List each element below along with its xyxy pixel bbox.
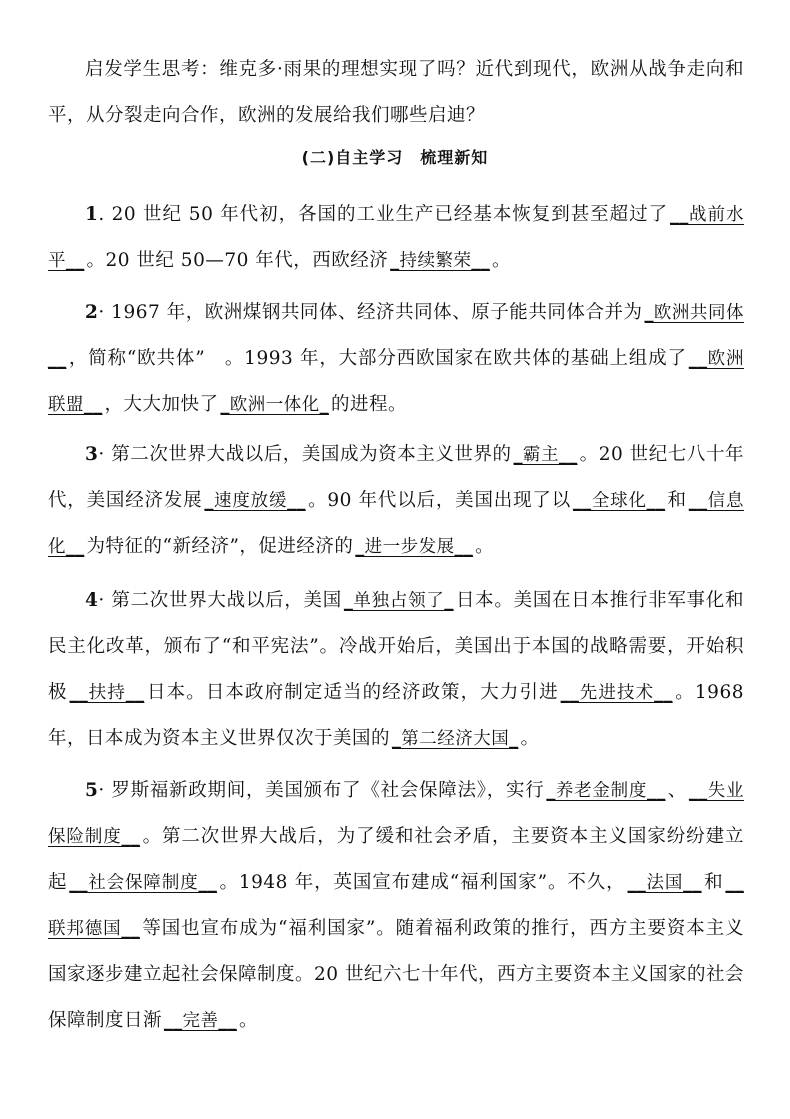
- item-number: 2: [85, 302, 99, 323]
- item-text: · 第二次世界大战以后，美国: [98, 590, 342, 611]
- item-2-paragraph: [48, 290, 744, 428]
- item-text: 。: [475, 536, 495, 557]
- section-heading: (二)自主学习 梳理新知: [301, 148, 489, 167]
- item-4-paragraph: [48, 578, 744, 762]
- item-text: · 罗斯福新政期间，美国颁布了《社会保障法》，实行: [98, 780, 545, 801]
- item-text: 。: [239, 1010, 259, 1031]
- intro-paragraph: [48, 47, 744, 139]
- item-1-paragraph: [48, 192, 744, 284]
- intro-text: 启发学生思考：维克多·雨果的理想实现了吗？近代到现代，欧洲从战争走向和平，从分裂走向合作，欧洲的发展给我们哪些启迪？: [48, 59, 744, 126]
- answer-blank: __社会保障制度__: [69, 873, 218, 893]
- answer-blank: _单独占领了_: [343, 591, 454, 611]
- item-text: 。: [492, 250, 512, 271]
- item-5-paragraph: [48, 768, 744, 1044]
- item-text: 、: [667, 780, 688, 801]
- item-text: . 20 世纪 50 年代初，各国的工业生产已经基本恢复到甚至超过了: [98, 204, 669, 225]
- item-text: ，大大加快了: [104, 394, 219, 415]
- answer-blank: __完善__: [164, 1011, 238, 1031]
- item-text: 为特征的“新经济”，促进经济的: [86, 536, 354, 557]
- item-text: 。90 年代以后，美国出现了以: [307, 490, 572, 511]
- answer-blank: __扶持__: [69, 683, 145, 703]
- answer-blank: _霸主__: [513, 445, 578, 465]
- item-text: · 第二次世界大战以后，美国成为资本主义世界的: [98, 444, 512, 465]
- item-text: ，简称“欧共体” 。1993 年，大部分西欧国家在欧共体的基础上组成了: [68, 348, 687, 369]
- item-text: 。第二次世界大战后，为了缓和社会矛盾，主要资本主义国家纷纷建立起: [48, 826, 744, 893]
- item-3-paragraph: [48, 432, 744, 570]
- item-text: 日本。日本政府制定适当的经济政策，大力引进: [146, 682, 559, 703]
- item-number: 1: [85, 204, 99, 225]
- answer-blank: __联邦德国__: [48, 873, 744, 939]
- item-text: 。: [520, 728, 540, 749]
- answer-blank: __先进技术__: [560, 683, 673, 703]
- item-text: 。20 世纪七八十年代，美国经济发展: [48, 444, 745, 511]
- item-text: 的进程。: [331, 394, 408, 415]
- answer-blank: _持续繁荣__: [390, 251, 491, 271]
- item-number: 4: [85, 590, 99, 611]
- item-text: 。1968 年，日本成为资本主义世界仅次于美国的: [48, 682, 744, 749]
- answer-blank: __全球化__: [573, 491, 666, 511]
- item-text: 和: [667, 490, 687, 511]
- answer-blank: __法国__: [627, 873, 702, 893]
- item-text: · 1967 年，欧洲煤钢共同体、经济共同体、原子能共同体合并为: [98, 302, 643, 323]
- answer-blank: _欧洲共同体__: [48, 303, 745, 369]
- answer-blank: _速度放缓__: [204, 491, 306, 511]
- item-text: 。1948 年，英国宣布建成“福利国家”。不久，: [219, 872, 626, 893]
- item-number: 3: [85, 444, 99, 465]
- item-text: 等国也宣布成为“福利国家”。随着福利政策的推行，西方主要资本主义国家逐步建立起社会保障制度。20 世纪六七十年代，西方主要资本主义国家的社会保障制度日渐: [48, 918, 745, 1031]
- item-text: 和: [703, 872, 724, 893]
- answer-blank: __失业保险制度__: [48, 781, 745, 847]
- answer-blank: __战前水平__: [48, 205, 744, 271]
- answer-blank: _养老金制度__: [546, 781, 666, 801]
- answer-blank: _第二经济大国_: [392, 729, 519, 749]
- answer-blank: _欧洲一体化_: [220, 395, 330, 415]
- item-number: 5: [85, 780, 99, 801]
- answer-blank: __欧洲联盟__: [48, 349, 744, 415]
- item-text: 。20 世纪 50—70 年代，西欧经济: [86, 250, 389, 271]
- answer-blank: __信息化__: [48, 491, 744, 557]
- answer-blank: _进一步发展__: [355, 537, 474, 557]
- item-text: 日本。美国在日本推行非军事化和民主化改革，颁布了“和平宪法”。冷战开始后，美国出于本国的战略需要，开始积极: [48, 590, 744, 703]
